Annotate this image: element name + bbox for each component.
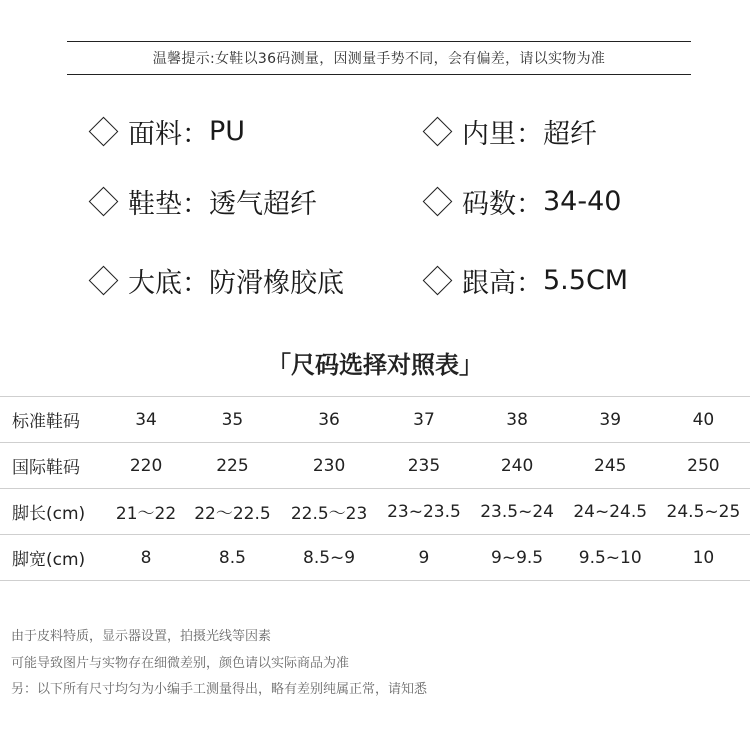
- row-header: 脚长(cm): [0, 489, 108, 535]
- table-cell: 23~23.5: [377, 489, 470, 535]
- table-cell: 39: [564, 397, 657, 443]
- table-row: [0, 443, 750, 489]
- spec-material: [88, 112, 245, 151]
- table-row: [0, 535, 750, 581]
- diamond-icon: [89, 117, 119, 147]
- table-cell: 24~24.5: [564, 489, 657, 535]
- spec-label: 大底：: [128, 268, 209, 299]
- table-cell: 225: [184, 443, 281, 489]
- spec-size-range: [422, 182, 621, 221]
- spec-heel-height: [422, 261, 628, 300]
- table-cell: 10: [657, 535, 750, 581]
- table-cell: 22～22.5: [184, 489, 281, 535]
- spec-label: 跟高：: [462, 268, 543, 299]
- size-chart-title: 「尺码选择对照表」: [267, 351, 483, 379]
- table-cell: 34: [108, 397, 184, 443]
- table-cell: 35: [184, 397, 281, 443]
- table-row: [0, 489, 750, 535]
- spec-value: 防滑橡胶底: [209, 268, 344, 299]
- table-cell: 8.5~9: [281, 535, 378, 581]
- spec-value: 透气超纤: [209, 189, 317, 220]
- table-cell: 9: [377, 535, 470, 581]
- table-cell: 21～22: [108, 489, 184, 535]
- table-cell: 235: [377, 443, 470, 489]
- spec-lining: [422, 112, 597, 151]
- spec-value: 超纤: [543, 119, 597, 150]
- disclaimer-notes: [11, 624, 427, 704]
- table-cell: 220: [108, 443, 184, 489]
- size-chart-table: [0, 396, 750, 581]
- table-cell: 230: [281, 443, 378, 489]
- diamond-icon: [423, 187, 453, 217]
- note-line: 另：以下所有尺寸均匀为小编手工测量得出，略有差别纯属正常，请知悉: [11, 682, 428, 697]
- table-cell: 9~9.5: [471, 535, 564, 581]
- table-cell: 37: [377, 397, 470, 443]
- spec-label: 鞋垫：: [128, 189, 209, 220]
- table-cell: 23.5~24: [471, 489, 564, 535]
- spec-outsole: [88, 261, 344, 300]
- spec-insole: [88, 182, 317, 221]
- table-cell: 245: [564, 443, 657, 489]
- table-cell: 40: [657, 397, 750, 443]
- table-cell: 8: [108, 535, 184, 581]
- table-cell: 38: [471, 397, 564, 443]
- diamond-icon: [89, 266, 119, 296]
- notice-banner: [67, 41, 691, 75]
- table-cell: 240: [471, 443, 564, 489]
- row-header: 标准鞋码: [0, 397, 108, 443]
- note-line: 由于皮料特质，显示器设置，拍摄光线等因素: [11, 629, 272, 644]
- spec-label: 码数：: [462, 189, 543, 220]
- table-cell: 22.5～23: [281, 489, 378, 535]
- spec-value: 34-40: [543, 186, 622, 217]
- table-cell: 250: [657, 443, 750, 489]
- note-line: 可能导致图片与实物存在细微差别，颜色请以实际商品为准: [11, 655, 350, 671]
- table-cell: 9.5~10: [564, 535, 657, 581]
- spec-label: 内里：: [462, 119, 543, 150]
- notice-text: 温馨提示:女鞋以36码测量，因测量手势不同，会有偏差，请以实物为准: [152, 51, 606, 67]
- spec-label: 面料：: [128, 119, 209, 150]
- table-cell: 8.5: [184, 535, 281, 581]
- table-cell: 36: [281, 397, 378, 443]
- table-cell: 24.5~25: [657, 489, 750, 535]
- spec-value: PU: [209, 116, 246, 147]
- diamond-icon: [89, 187, 119, 217]
- diamond-icon: [423, 117, 453, 147]
- row-header: 国际鞋码: [0, 443, 108, 489]
- table-row: [0, 397, 750, 443]
- spec-value: 5.5CM: [543, 265, 629, 296]
- diamond-icon: [423, 266, 453, 296]
- row-header: 脚宽(cm): [0, 535, 108, 581]
